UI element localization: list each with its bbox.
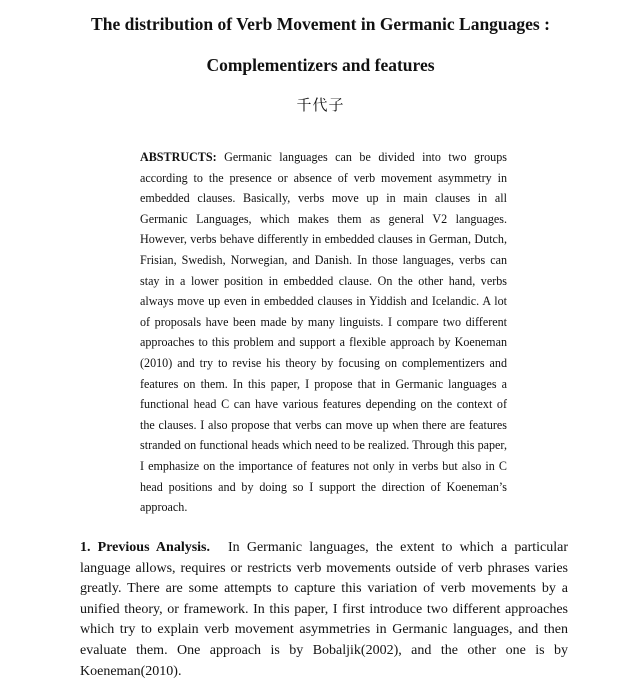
abstract-label: ABSTRUCTS: — [140, 150, 217, 164]
abstract-paragraph — [140, 147, 507, 518]
section-1-heading: 1. Previous Analysis. — [80, 540, 210, 555]
section-1-text: In Germanic languages, the extent to which a particular language allows, requires or restricts verb movements outside of verb phrases varies greatly. There are some attempts to capture this variation of verb movements by a unified theory, or framework. In this paper, I first introduce two different approaches which try to explain verb movement asymmetries in Germanic languages, and then evaluate them. One approach is by Bobaljik(2002), and the other one is by Koeneman(2010). — [80, 540, 568, 679]
paper-title-line-1: The distribution of Verb Movement in Germanic Languages : — [91, 14, 550, 34]
paper-title-line-2: Complementizers and features — [206, 55, 435, 75]
section-1-paragraph — [80, 538, 568, 682]
author-name: 千代子 — [296, 96, 345, 114]
abstract-text: Germanic languages can be divided into two groups according to the presence or absence of verb movement asymmetry in embedded clauses. Basically, verbs move up in main clauses in all Germanic Languages, which makes them as general V2 languages. However, verbs behave differently in embedded clauses in German, Dutch, Frisian, Swedish, Norwegian, and Danish. In those languages, verbs can stay in a lower position in embedded clause. On the other hand, verbs always move up even in embedded clauses in Yiddish and Icelandic. A lot of proposals have been made by many linguists. I compare two different approaches to this problem and support a flexible approach by Koeneman (2010) and try to revise his theory by focusing on complementizers and features on them. In this paper, I propose that in Germanic languages a functional head C can have various features depending on the context of the clauses. I also propose that verbs can move up when there are features stranded on functional heads which need to be realized. Through this paper, I emphasize on the importance of features not only in verbs but also in C head positions and by doing so I support the direction of Koeneman’s approach. — [140, 150, 507, 515]
